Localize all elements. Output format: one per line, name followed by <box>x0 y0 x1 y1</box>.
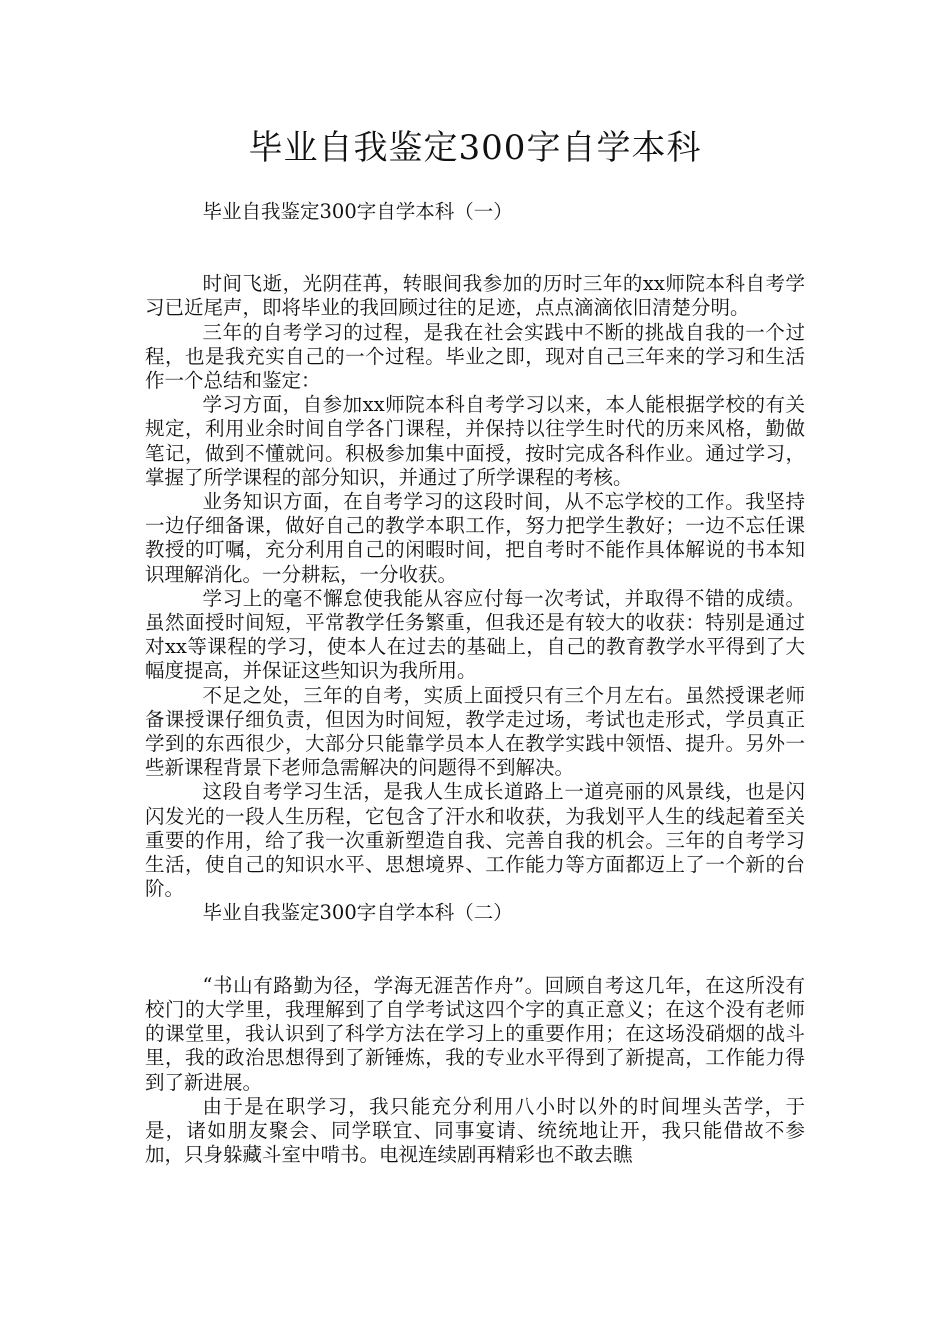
section-heading-1: 毕业自我鉴定300字自学本科（一） <box>202 200 513 223</box>
paragraph: 不足之处，三年的自考，实质上面授只有三个月左右。虽然授课老师备课授课仔细负责，但因为时间短，教学走过场，考试也走形式，学员真正学到的东西很少，大部分只能靠学员本人在教学实践中领悟、提升。另外一些新课程背景下老师急需解决的问题得不到解决。 <box>145 683 805 780</box>
section-heading-2: 毕业自我鉴定300字自学本科（二） <box>202 901 513 925</box>
paragraph: 由于是在职学习，我只能充分利用八小时以外的时间埋头苦学，于是，诸如朋友聚会、同学联宜、同事宴请、统统地让开，我只能借故不参加，只身躲藏斗室中啃书。电视连续剧再精彩也不敢去瞧 <box>145 1094 805 1167</box>
paragraph: “书山有路勤为径，学海无涯苦作舟”。回顾自考这几年，在这所没有校门的大学里，我理解到了自学考试这四个字的真正意义；在这个没有老师的课堂里，我认识到了科学方法在学习上的重要作用；在这场没硝烟的战斗里，我的政治思想得到了新锤炼，我的专业水平得到了新提高，工作能力得到了新进展。 <box>145 973 805 1094</box>
paragraph: 学习方面，自参加xx师院本科自考学习以来，本人能根据学校的有关规定，利用业余时间自学各门课程，并保持以往学生时代的历来风格，勤做笔记，做到不懂就问。积极参加集中面授，按时完成各科作业。通过学习，掌握了所学课程的部分知识，并通过了所学课程的考核。 <box>145 393 805 489</box>
paragraph: 时间飞逝，光阴荏苒，转眼间我参加的历时三年的xx师院本科自考学习已近尾声，即将毕业的我回顾过往的足迹，点点滴滴依旧清楚分明。 <box>145 272 805 320</box>
document-body <box>145 200 805 1167</box>
paragraph: 学习上的毫不懈怠使我能从容应付每一次考试，并取得不错的成绩。虽然面授时间短，平常教学任务繁重，但我还是有较大的收获：特别是通过对xx等课程的学习，使本人在过去的基础上，自己的教育教学水平得到了大幅度提高，并保证这些知识为我所用。 <box>145 586 805 683</box>
paragraph: 三年的自考学习的过程，是我在社会实践中不断的挑战自我的一个过程，也是我充实自己的一个过程。毕业之即，现对自己三年来的学习和生活作一个总结和鉴定： <box>145 320 805 393</box>
paragraph: 业务知识方面，在自考学习的这段时间，从不忘学校的工作。我坚持一边仔细备课，做好自己的教学本职工作，努力把学生教好；一边不忘任课教授的叮嘱，充分利用自己的闲暇时间，把自考时不能作具体解说的书本知识理解消化。一分耕耘，一分收获。 <box>145 490 805 586</box>
blank-line <box>145 224 805 272</box>
paragraph: 这段自考学习生活，是我人生成长道路上一道亮丽的风景线，也是闪闪发光的一段人生历程，它包含了汗水和收获，为我划平人生的线起着至关重要的作用，给了我一次重新塑造自我、完善自我的机会。三年的自考学习生活，使自己的知识水平、思想境界、工作能力等方面都迈上了一个新的台阶。 <box>145 780 805 901</box>
blank-line <box>145 926 805 974</box>
document-title: 毕业自我鉴定300字自学本科 <box>248 128 702 168</box>
